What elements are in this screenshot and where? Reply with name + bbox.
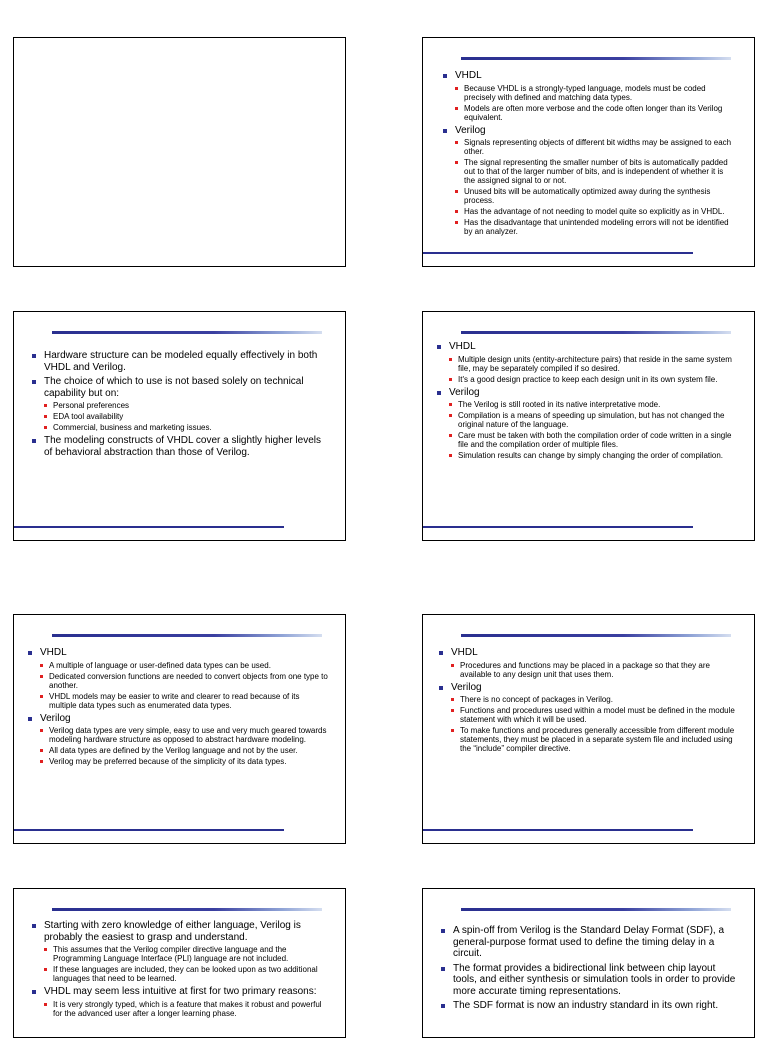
bullet-list xyxy=(439,647,739,753)
title-bar xyxy=(461,57,731,60)
slide-2 xyxy=(422,37,755,267)
bullet: VHDL may seem less intuitive at first for two primary reasons: xyxy=(32,986,332,998)
bullet: Hardware structure can be modeled equally effectively in both VHDL and Verilog. xyxy=(32,350,322,373)
sub-bullet: Has the disadvantage that unintended modeling errors will not be identified by an analyzer. xyxy=(454,218,733,236)
sub-bullet: Verilog may be preferred because of the simplicity of its data types. xyxy=(39,757,328,766)
sub-bullet: Verilog data types are very simple, easy to use and very much geared towards modeling hardware structure as opposed to abstract hardware modeling. xyxy=(39,726,328,744)
sub-bullet: It is very strongly typed, which is a feature that makes it robust and powerful for the advanced user after a longer learning phase. xyxy=(43,1000,332,1018)
bullet: The format provides a bidirectional link between chip layout tools, and either synthesis or simulation tools in order to provide more accurate timing representations. xyxy=(441,963,739,998)
bullet: Starting with zero knowledge of either language, Verilog is probably the easiest to grasp and understand. xyxy=(32,920,332,943)
bullet: Verilog xyxy=(437,387,737,399)
bullet: VHDL xyxy=(28,647,328,659)
bullet: The SDF format is now an industry standard in its own right. xyxy=(441,1000,739,1012)
bullet-list xyxy=(32,920,332,1018)
bullet: VHDL xyxy=(437,341,737,353)
bullet-list xyxy=(437,341,737,460)
slide-8 xyxy=(422,888,755,1038)
title-bar xyxy=(461,634,731,637)
bullet-list xyxy=(441,925,739,1012)
slide-body xyxy=(32,347,322,458)
sub-bullet: Personal preferences xyxy=(43,401,322,410)
sub-bullet: Has the advantage of not needing to model quite so explicitly as in VHDL. xyxy=(454,207,733,216)
bullet-list xyxy=(28,647,328,766)
sub-bullet: Because VHDL is a strongly-typed language, models must be coded precisely with defined and matching data types. xyxy=(454,84,733,102)
title-bar xyxy=(461,908,731,911)
sub-bullet: This assumes that the Verilog compiler directive language and the Programming Language Interface (PLI) language are not included. xyxy=(43,945,332,963)
sub-bullet: Simulation results can change by simply changing the order of compilation. xyxy=(448,451,737,460)
bullet-list xyxy=(443,70,733,236)
footer-bar xyxy=(14,526,284,528)
sub-bullet: The Verilog is still rooted in its native interpretative mode. xyxy=(448,400,737,409)
bullet: The modeling constructs of VHDL cover a slightly higher levels of behavioral abstraction than those of Verilog. xyxy=(32,435,322,458)
footer-bar xyxy=(14,829,284,831)
footer-bar xyxy=(423,829,693,831)
sub-bullet: Unused bits will be automatically optimized away during the synthesis process. xyxy=(454,187,733,205)
bullet: Verilog xyxy=(28,713,328,725)
sub-bullet: A multiple of language or user-defined data types can be used. xyxy=(39,661,328,670)
sub-bullet: Functions and procedures used within a model must be defined in the module statement with which it will be used. xyxy=(450,706,739,724)
sub-bullet: There is no concept of packages in Verilog. xyxy=(450,695,739,704)
title-bar xyxy=(52,908,322,911)
slide-5 xyxy=(13,614,346,844)
bullet-list xyxy=(32,350,322,458)
bullet: A spin-off from Verilog is the Standard Delay Format (SDF), a general-purpose format used to define the timing delay in a circuit. xyxy=(441,925,739,960)
title-bar xyxy=(461,331,731,334)
slide-body xyxy=(28,644,328,766)
slide-4 xyxy=(422,311,755,541)
sub-bullet: Compilation is a means of speeding up simulation, but has not changed the original nature of the language. xyxy=(448,411,737,429)
slide-1 xyxy=(13,37,346,267)
slide-6 xyxy=(422,614,755,844)
bullet: VHDL xyxy=(443,70,733,82)
sub-bullet: Dedicated conversion functions are needed to convert objects from one type to another. xyxy=(39,672,328,690)
bullet: The choice of which to use is not based solely on technical capability but on: xyxy=(32,376,322,399)
sub-bullet: Commercial, business and marketing issues. xyxy=(43,423,322,432)
footer-bar xyxy=(423,526,693,528)
sub-bullet: EDA tool availability xyxy=(43,412,322,421)
sub-bullet: VHDL models may be easier to write and clearer to read because of its multiple data types such as enumerated data types. xyxy=(39,692,328,710)
slide-body xyxy=(32,917,332,1018)
title-bar xyxy=(52,331,322,334)
bullet: VHDL xyxy=(439,647,739,659)
sub-bullet: Multiple design units (entity-architecture pairs) that reside in the same system file, may be separately compiled if so desired. xyxy=(448,355,737,373)
bullet: Verilog xyxy=(439,682,739,694)
sub-bullet: It's a good design practice to keep each design unit in its own system file. xyxy=(448,375,737,384)
slide-body xyxy=(443,67,733,236)
sub-bullet: To make functions and procedures generally accessible from different module statements, they must be placed in a separate system file and included using the “include” compiler directive. xyxy=(450,726,739,753)
sub-bullet: The signal representing the smaller number of bits is automatically padded out to that of the larger number of bits, and is independent of whether it is the assigned signal to or not. xyxy=(454,158,733,185)
footer-bar xyxy=(423,252,693,254)
slide-body xyxy=(439,644,739,753)
sub-bullet: Care must be taken with both the compilation order of code written in a single file and the compilation order of multiple files. xyxy=(448,431,737,449)
slide-7 xyxy=(13,888,346,1038)
sub-bullet: Procedures and functions may be placed in a package so that they are available to any design unit that uses them. xyxy=(450,661,739,679)
bullet: Verilog xyxy=(443,125,733,137)
sub-bullet: Models are often more verbose and the code often longer than its Verilog equivalent. xyxy=(454,104,733,122)
sub-bullet: Signals representing objects of different bit widths may be assigned to each other. xyxy=(454,138,733,156)
title-bar xyxy=(52,634,322,637)
sub-bullet: All data types are defined by the Verilog language and not by the user. xyxy=(39,746,328,755)
slide-3 xyxy=(13,311,346,541)
sub-bullet: If these languages are included, they can be looked upon as two additional languages that need to be learned. xyxy=(43,965,332,983)
slide-body xyxy=(437,338,737,460)
slide-body xyxy=(441,922,739,1012)
